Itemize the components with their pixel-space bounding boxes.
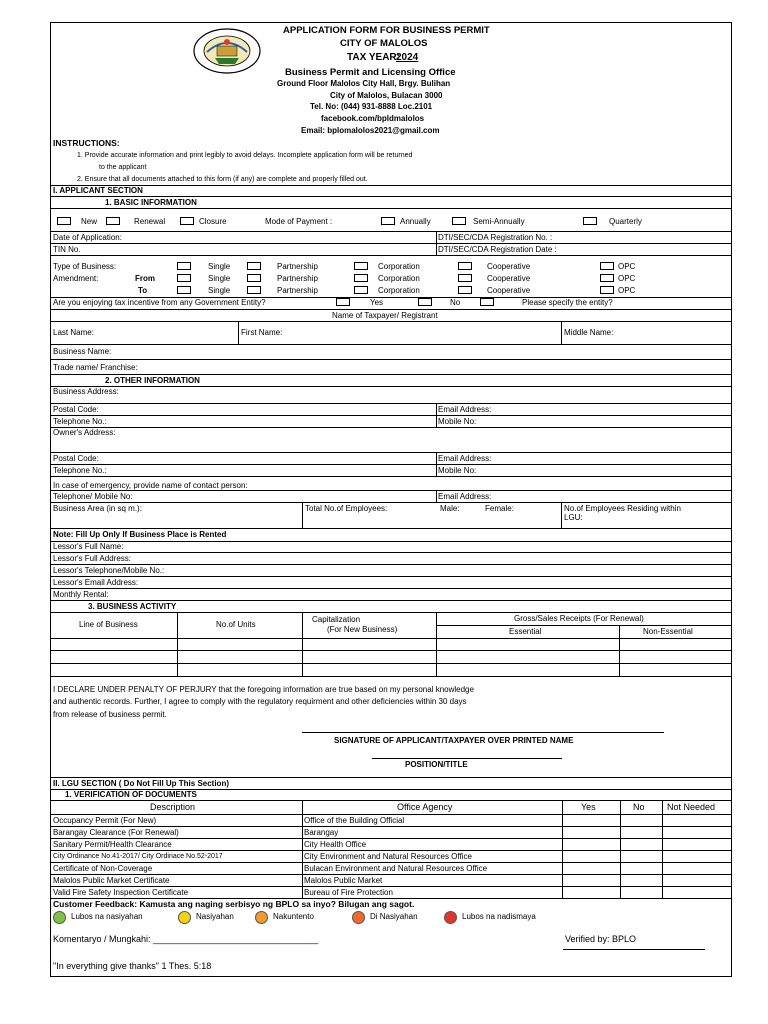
footer-quote: "In everything give thanks" 1 Thes. 5:18 bbox=[53, 961, 212, 971]
col-line-of-business: Line of Business bbox=[79, 620, 138, 629]
amend-from-partnership-label: Partnership bbox=[277, 274, 318, 283]
business-mobile-label[interactable]: Mobile No: bbox=[438, 417, 477, 426]
emergency-email-label[interactable]: Email Address: bbox=[438, 492, 492, 501]
lgu-label: LGU: bbox=[564, 513, 583, 522]
instructions-label: INSTRUCTIONS: bbox=[53, 138, 120, 148]
feedback-option-label: Nakuntento bbox=[273, 912, 314, 921]
verified-by: Verified by: BPLO bbox=[565, 934, 637, 944]
office-email[interactable]: Email: bplomalolos2021@gmail.com bbox=[301, 126, 440, 135]
declaration-line-1: I DECLARE UNDER PENALTY OF PERJURY that the foregoing information are true based on my personal knowledge bbox=[53, 685, 474, 694]
verification-row-office: City Environment and Natural Resources Office bbox=[304, 852, 472, 861]
female-label[interactable]: Female: bbox=[485, 504, 514, 513]
amend-from-single-label: Single bbox=[208, 274, 231, 283]
table-row[interactable] bbox=[50, 850, 731, 851]
rented-note: Note: Fill Up Only If Business Place is Rented bbox=[53, 530, 227, 539]
col-capitalization: Capitalization bbox=[312, 615, 361, 624]
amend-from-cooperative-checkbox[interactable] bbox=[458, 274, 472, 282]
instruction-1b: to the applicant bbox=[99, 164, 147, 171]
amendment-to-label: To bbox=[138, 286, 148, 295]
feedback-option-label: Di Nasiyahan bbox=[370, 912, 418, 921]
col-no: No bbox=[633, 802, 645, 812]
other-info-title: 2. OTHER INFORMATION bbox=[105, 376, 200, 385]
type-single-label: Single bbox=[208, 262, 231, 271]
first-name-label[interactable]: First Name: bbox=[241, 328, 283, 337]
amend-to-partnership-checkbox[interactable] bbox=[247, 286, 261, 294]
verification-row-office: Bulacan Environment and Natural Resources Office bbox=[304, 864, 488, 873]
amend-from-single-checkbox[interactable] bbox=[177, 274, 191, 282]
amend-to-single-checkbox[interactable] bbox=[177, 286, 191, 294]
amend-to-corporation-label: Corporation bbox=[378, 286, 420, 295]
col-description: Description bbox=[150, 802, 196, 812]
annually-label: Annually bbox=[400, 217, 431, 226]
position-caption: POSITION/TITLE bbox=[405, 760, 468, 769]
incentive-no-label: No bbox=[450, 298, 461, 307]
amend-to-opc-label: OPC bbox=[618, 286, 636, 295]
lessor-name-label[interactable]: Lessor's Full Name: bbox=[53, 542, 124, 551]
amend-from-corporation-label: Corporation bbox=[378, 274, 420, 283]
table-row[interactable] bbox=[50, 874, 731, 875]
business-email-label[interactable]: Email Address: bbox=[438, 405, 492, 414]
office-telephone: Tel. No: (044) 931-8888 Loc.2101 bbox=[310, 102, 433, 111]
dti-registration-no-label[interactable]: DTI/SEC/CDA Registration No. : bbox=[438, 233, 553, 242]
office-name: Business Permit and Licensing Office bbox=[285, 67, 456, 78]
monthly-rental-label[interactable]: Monthly Rental: bbox=[53, 590, 109, 599]
type-opc-checkbox[interactable] bbox=[600, 262, 614, 270]
amend-to-opc-checkbox[interactable] bbox=[600, 286, 614, 294]
basic-info-title: 1. BASIC INFORMATION bbox=[105, 198, 197, 207]
table-row[interactable] bbox=[50, 663, 731, 664]
male-label[interactable]: Male: bbox=[440, 504, 460, 513]
office-address-1: Ground Floor Malolos City Hall, Brgy. Bulihan bbox=[277, 79, 451, 88]
dti-registration-date-label[interactable]: DTI/SEC/CDA Registration Date : bbox=[438, 245, 557, 254]
table-row[interactable] bbox=[50, 826, 731, 827]
table-row[interactable] bbox=[50, 862, 731, 863]
type-corporation-checkbox[interactable] bbox=[354, 262, 368, 270]
business-name-label[interactable]: Business Name: bbox=[53, 347, 112, 356]
business-telephone-label[interactable]: Telephone No.: bbox=[53, 417, 107, 426]
mode-of-payment-label: Mode of Payment : bbox=[265, 217, 333, 226]
owner-mobile-label[interactable]: Mobile No: bbox=[438, 466, 477, 475]
col-gross-receipts: Gross/Sales Receipts (For Renewal) bbox=[514, 614, 644, 623]
verification-row-description: Occupancy Permit (For New) bbox=[53, 816, 157, 825]
office-address-2: City of Malolos, Bulacan 3000 bbox=[330, 91, 443, 100]
feedback-face-icon[interactable] bbox=[178, 911, 191, 924]
lessor-email-label[interactable]: Lessor's Email Address: bbox=[53, 578, 139, 587]
semi-annually-label: Semi-Annually bbox=[473, 217, 525, 226]
specify-entity-checkbox[interactable] bbox=[480, 298, 494, 306]
tax-year-label: TAX YEAR: bbox=[347, 52, 400, 63]
feedback-option-label: Lubos na nadismaya bbox=[462, 912, 536, 921]
renewal-label: Renewal bbox=[134, 217, 166, 226]
tax-year-value: 2024 bbox=[396, 52, 419, 63]
table-row[interactable] bbox=[50, 650, 731, 651]
city-name: CITY OF MALOLOS bbox=[340, 38, 428, 49]
renewal-checkbox[interactable] bbox=[106, 217, 120, 225]
instruction-2: 2. Ensure that all documents attached to this form (if any) are complete and properly filled out. bbox=[77, 176, 368, 183]
verification-row-description: Barangay Clearance (For Renewal) bbox=[53, 828, 179, 837]
form-title: APPLICATION FORM FOR BUSINESS PERMIT bbox=[283, 25, 490, 36]
col-non-essential: Non-Essential bbox=[643, 627, 693, 636]
owner-email-label[interactable]: Email Address: bbox=[438, 454, 492, 463]
lessor-address-label[interactable]: Lessor's Full Address: bbox=[53, 554, 132, 563]
type-cooperative-label: Cooperative bbox=[487, 262, 531, 271]
verification-row-office: City Health Office bbox=[304, 840, 367, 849]
quarterly-label: Quarterly bbox=[609, 217, 642, 226]
declaration-line-3: from release of business permit. bbox=[53, 710, 167, 719]
verification-row-description: Sanitary Permit/Health Clearance bbox=[53, 840, 172, 849]
verification-row-description: Certificate of Non-Coverage bbox=[53, 864, 153, 873]
tin-label[interactable]: TIN No. bbox=[53, 245, 81, 254]
closure-label: Closure bbox=[199, 217, 227, 226]
table-row[interactable] bbox=[50, 838, 731, 839]
middle-name-label[interactable]: Middle Name: bbox=[564, 328, 614, 337]
amend-to-cooperative-checkbox[interactable] bbox=[458, 286, 472, 294]
feedback-option-label: Lubos na nasiyahan bbox=[71, 912, 143, 921]
signature-caption: SIGNATURE OF APPLICANT/TAXPAYER OVER PRINTED NAME bbox=[334, 736, 574, 745]
incentive-yes-label: Yes bbox=[370, 298, 384, 307]
last-name-label[interactable]: Last Name: bbox=[53, 328, 94, 337]
type-single-checkbox[interactable] bbox=[177, 262, 191, 270]
table-row[interactable] bbox=[50, 886, 731, 887]
feedback-face-icon[interactable] bbox=[53, 911, 66, 924]
quarterly-checkbox[interactable] bbox=[583, 217, 597, 225]
amendment-from-label: From bbox=[135, 274, 155, 283]
verification-row-office: Bureau of Fire Protection bbox=[304, 888, 393, 897]
lgu-section-title: II. LGU SECTION ( Do Not Fill Up This Section) bbox=[53, 779, 229, 788]
amend-from-partnership-checkbox[interactable] bbox=[247, 274, 261, 282]
business-area-label[interactable]: Business Area (in sq m.): bbox=[53, 504, 142, 513]
verification-title: 1. VERIFICATION OF DOCUMENTS bbox=[65, 790, 197, 799]
owner-telephone-label[interactable]: Telephone No.: bbox=[53, 466, 107, 475]
amend-to-corporation-checkbox[interactable] bbox=[354, 286, 368, 294]
business-address-label[interactable]: Business Address: bbox=[53, 387, 119, 396]
col-yes: Yes bbox=[581, 802, 596, 812]
verification-row-description: City Ordinance No.41-2017/ City Ordinace No.52-2017 bbox=[53, 853, 223, 860]
incentive-no-checkbox[interactable] bbox=[418, 298, 432, 306]
feedback-question: Customer Feedback: Kamusta ang naging serbisyo ng BPLO sa inyo? Bilugan ang sagot. bbox=[53, 899, 415, 909]
type-cooperative-checkbox[interactable] bbox=[458, 262, 472, 270]
feedback-option-label: Nasiyahan bbox=[196, 912, 234, 921]
lessor-telephone-label[interactable]: Lessor's Telephone/Mobile No.: bbox=[53, 566, 165, 575]
feedback-face-icon[interactable] bbox=[255, 911, 268, 924]
facebook-link[interactable]: facebook.com/bpldmalolos bbox=[321, 114, 425, 123]
closure-checkbox[interactable] bbox=[180, 217, 194, 225]
type-of-business-label: Type of Business: bbox=[53, 262, 117, 271]
verification-row-office: Office of the Building Official bbox=[304, 816, 405, 825]
incentive-yes-checkbox[interactable] bbox=[336, 298, 350, 306]
owner-postal-code-label[interactable]: Postal Code: bbox=[53, 454, 99, 463]
amend-from-cooperative-label: Cooperative bbox=[487, 274, 531, 283]
business-postal-code-label[interactable]: Postal Code: bbox=[53, 405, 99, 414]
feedback-face-icon[interactable] bbox=[444, 911, 457, 924]
specify-entity-label: Please specify the entity? bbox=[522, 298, 613, 307]
instruction-1: 1. Provide accurate information and print legibly to avoid delays. Incomplete application form will be returned bbox=[77, 152, 413, 159]
total-employees-label[interactable]: Total No.of Employees: bbox=[305, 504, 388, 513]
taxpayer-name-header: Name of Taxpayer/ Registrant bbox=[332, 311, 438, 320]
amend-to-single-label: Single bbox=[208, 286, 231, 295]
emergency-contact-label[interactable]: In case of emergency, provide name of contact person: bbox=[53, 481, 248, 490]
new-label: New bbox=[81, 217, 98, 226]
col-capitalization-note: (For New Business) bbox=[327, 625, 398, 634]
declaration-line-2: and authentic records. Further, I agree to comply with the regulatory requirment and other deficiencies within 30 days bbox=[53, 697, 467, 706]
signature-line[interactable] bbox=[302, 732, 664, 733]
position-line[interactable] bbox=[372, 758, 562, 759]
verification-row-office: Barangay bbox=[304, 828, 339, 837]
comment-label[interactable]: Komentaryo / Mungkahi: _________________________________ bbox=[53, 934, 319, 944]
applicant-section-title: I. APPLICANT SECTION bbox=[53, 186, 143, 195]
date-of-application-label[interactable]: Date of Application: bbox=[53, 233, 122, 242]
new-checkbox[interactable] bbox=[57, 217, 71, 225]
type-partnership-label: Partnership bbox=[277, 262, 318, 271]
verification-row-office: Malolos Public Market bbox=[304, 876, 383, 885]
amend-to-partnership-label: Partnership bbox=[277, 286, 318, 295]
trade-name-label[interactable]: Trade name/ Franchise: bbox=[53, 363, 138, 372]
semi-annually-checkbox[interactable] bbox=[452, 217, 466, 225]
col-essential: Essential bbox=[509, 627, 542, 636]
amend-to-cooperative-label: Cooperative bbox=[487, 286, 531, 295]
amendment-label: Amendment: bbox=[53, 274, 99, 283]
tax-incentive-question: Are you enjoying tax incentive from any Government Entity? bbox=[53, 298, 266, 307]
verification-row-description: Malolos Public Market Certificate bbox=[53, 876, 170, 885]
col-no-of-units: No.of Units bbox=[216, 620, 256, 629]
feedback-face-icon[interactable] bbox=[352, 911, 365, 924]
owner-address-label[interactable]: Owner's Address: bbox=[53, 428, 116, 437]
verification-row-description: Valid Fire Safety Inspection Certificate bbox=[53, 888, 189, 897]
amend-from-corporation-checkbox[interactable] bbox=[354, 274, 368, 282]
annually-checkbox[interactable] bbox=[381, 217, 395, 225]
col-not-needed: Not Needed bbox=[667, 802, 716, 812]
type-opc-label: OPC bbox=[618, 262, 636, 271]
amend-from-opc-checkbox[interactable] bbox=[600, 274, 614, 282]
employees-residing-label[interactable]: No.of Employees Residing within bbox=[564, 504, 681, 513]
col-office-agency: Office Agency bbox=[397, 802, 453, 812]
business-activity-title: 3. BUSINESS ACTIVITY bbox=[88, 602, 177, 611]
amend-from-opc-label: OPC bbox=[618, 274, 636, 283]
type-corporation-label: Corporation bbox=[378, 262, 420, 271]
emergency-tel-mobile-label[interactable]: Telephone/ Mobile No: bbox=[53, 492, 133, 501]
city-seal bbox=[193, 28, 261, 74]
type-partnership-checkbox[interactable] bbox=[247, 262, 261, 270]
